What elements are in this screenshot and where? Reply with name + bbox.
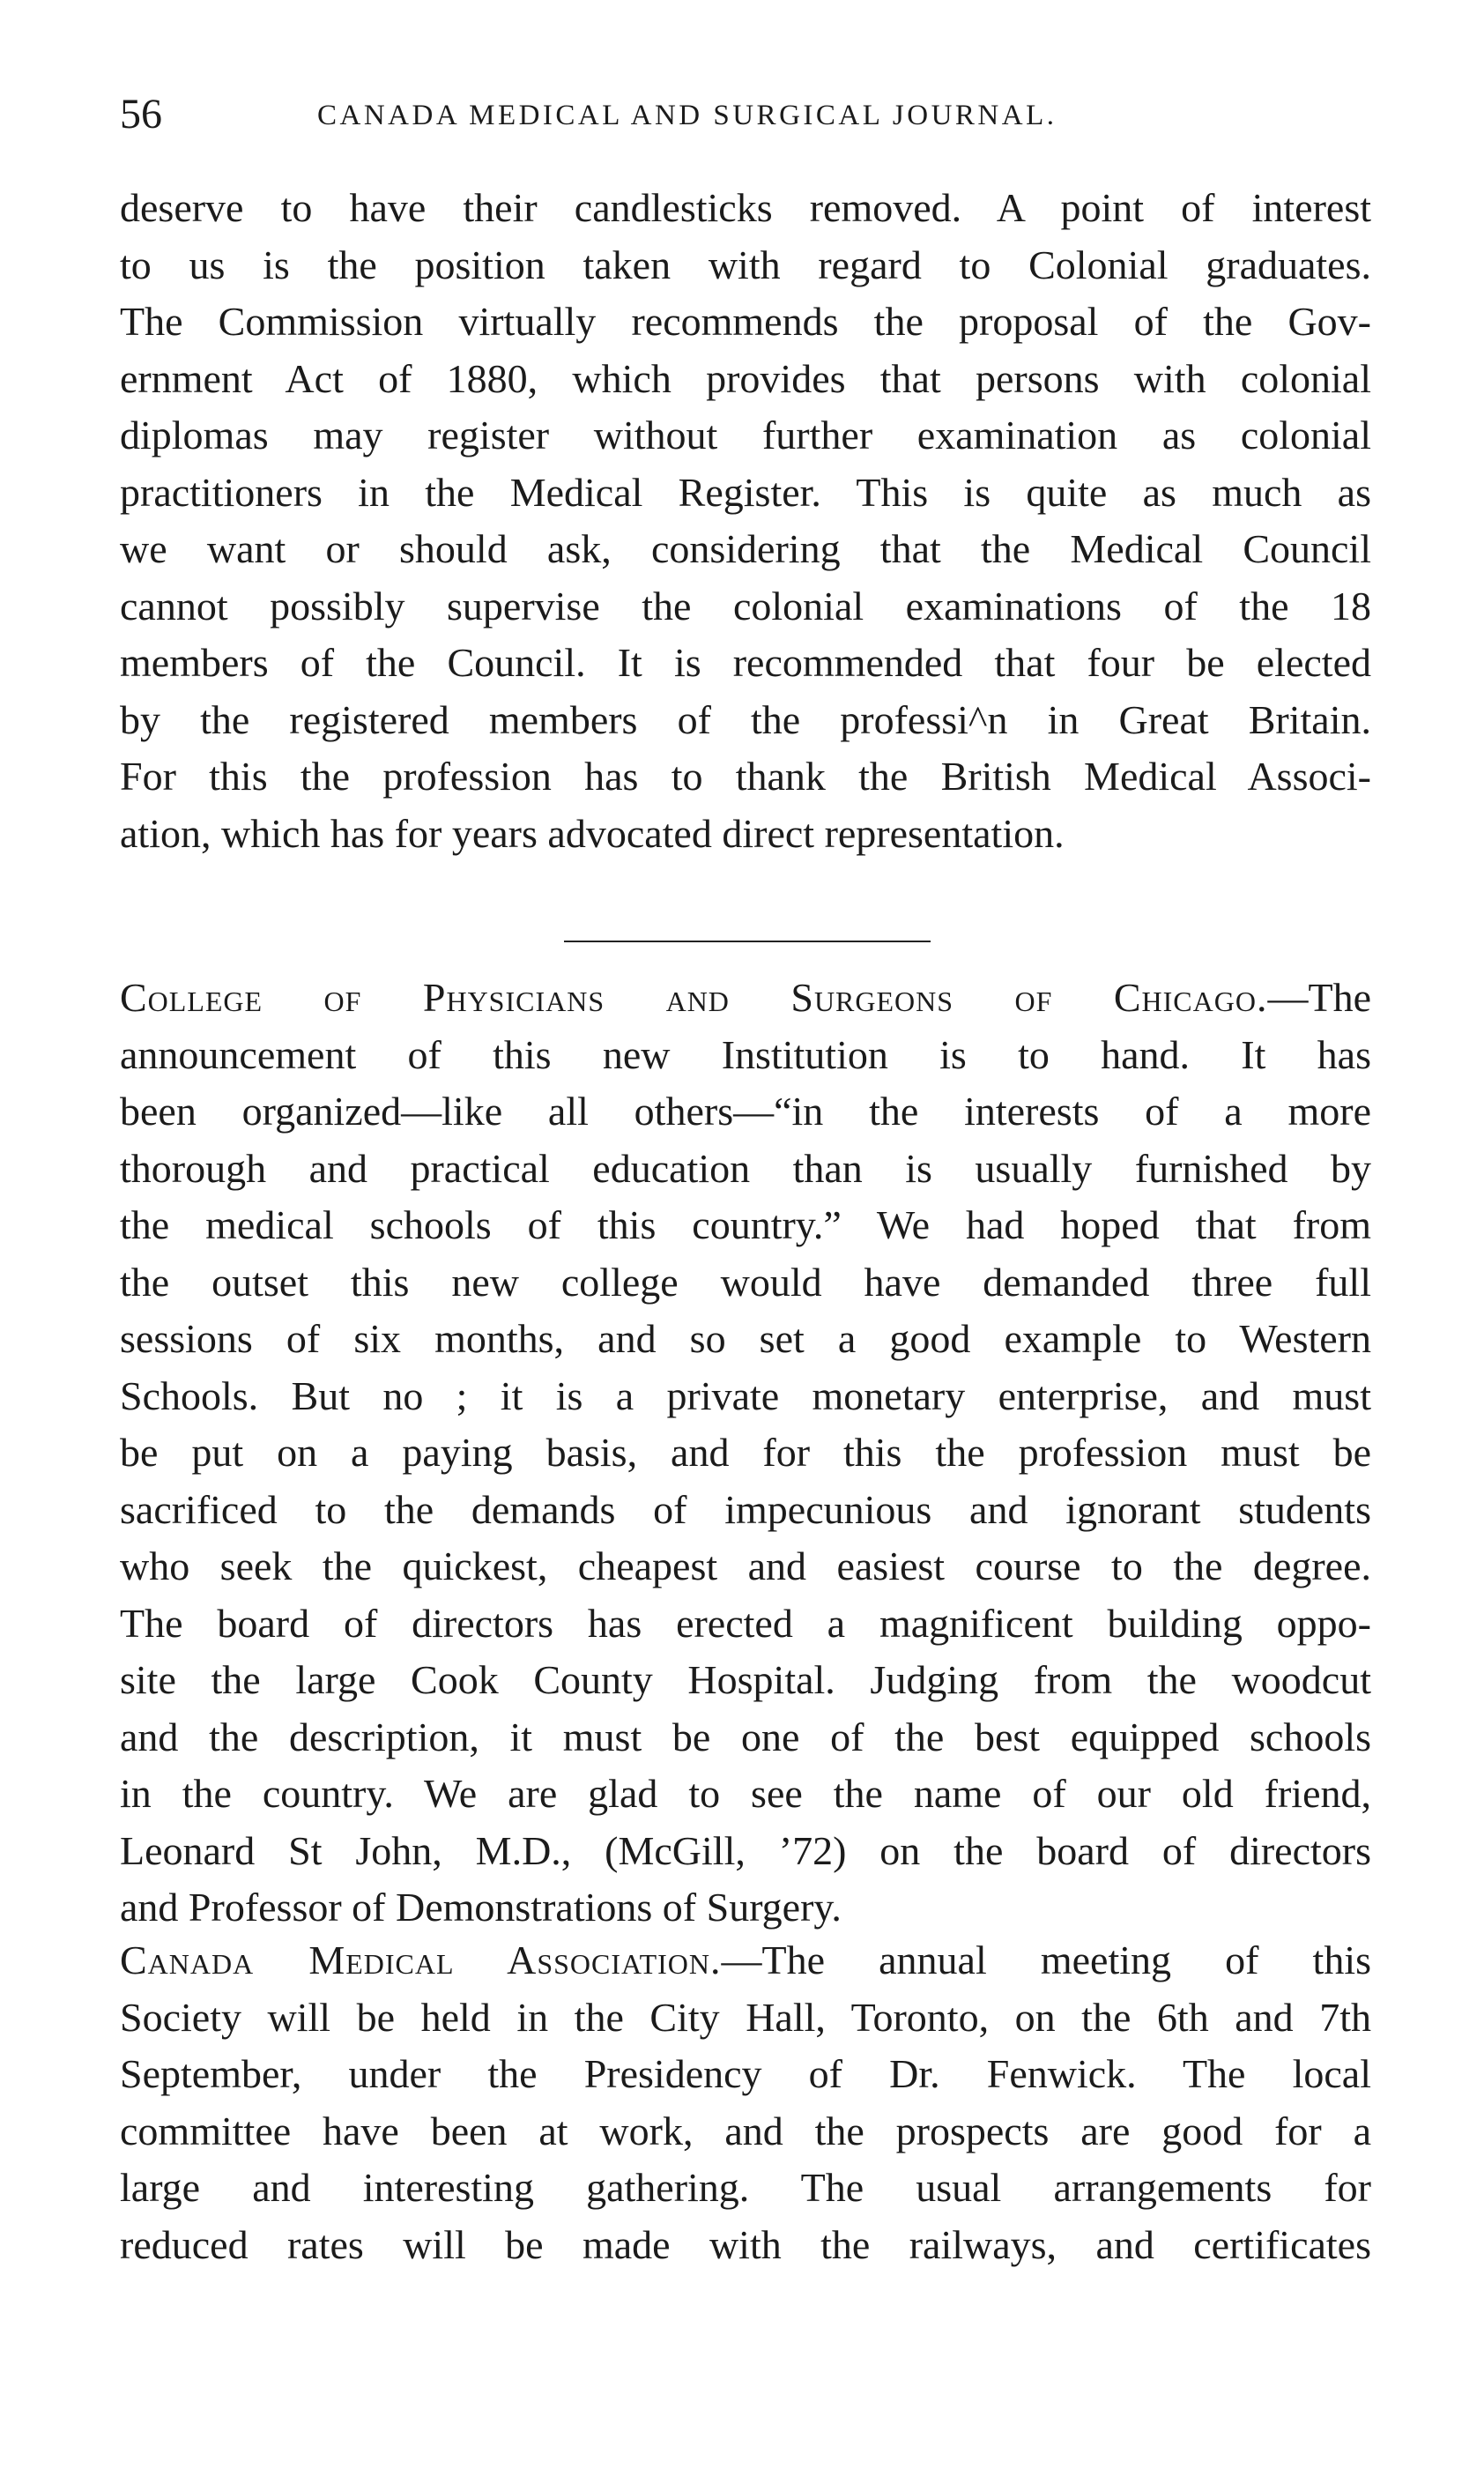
text-line: announcement of this new Institution is to hand. It has — [120, 1031, 1371, 1077]
text-line: the medical schools of this country.” We had hoped that from — [120, 1202, 1371, 1247]
text-line: to us is the position taken with regard to Colonial graduates. — [120, 242, 1371, 287]
text-line: reduced rates will be made with the railways, and certificates — [120, 2221, 1371, 2267]
text-line: the outset this new college would have demanded three full — [120, 1259, 1371, 1305]
text-line: ation, which has for years advocated direct representation. — [120, 810, 1065, 856]
text-run: —The annual meeting of this — [721, 1937, 1371, 1982]
text-line: ernment Act of 1880, which provides that persons with colonial — [120, 355, 1371, 401]
text-line: been organized—like all others—“in the interests of a more — [120, 1089, 1371, 1134]
text-line: in the country. We are glad to see the name of our old friend, — [120, 1771, 1371, 1816]
text-line: members of the Council. It is recommended that four be elected — [120, 640, 1371, 685]
paragraph-canada-medical-association — [120, 1932, 1371, 2273]
text-line: and the description, it must be one of the best equipped schools — [120, 1714, 1371, 1759]
page-number: 56 — [120, 91, 162, 138]
text-line: Society will be held in the City Hall, Toronto, on the 6th and 7th — [120, 1994, 1371, 2040]
text-line: site the large Cook County Hospital. Judging from the woodcut — [120, 1657, 1371, 1702]
text-line: sessions of six months, and so set a good example to Western — [120, 1316, 1371, 1361]
text-line: deserve to have their candlesticks removed. A point of interest — [120, 185, 1371, 230]
text-line — [120, 1932, 1371, 1989]
text-line: Schools. But no ; it is a private monetary enterprise, and must — [120, 1372, 1371, 1418]
section-divider — [564, 941, 931, 942]
text-line: September, under the Presidency of Dr. Fenwick. The local — [120, 2051, 1371, 2096]
text-line: The board of directors has erected a magnificent building oppo- — [120, 1600, 1371, 1646]
running-head — [120, 88, 1371, 150]
text-line: cannot possibly supervise the colonial examinations of the 18 — [120, 583, 1371, 628]
text-line: Leonard St John, M.D., (McGill, ’72) on the board of directors — [120, 1827, 1371, 1873]
text-line: diplomas may register without further examination as colonial — [120, 413, 1371, 457]
text-run: —The — [1267, 975, 1371, 1020]
text-line: The Commission virtually recommends the proposal of the Gov- — [120, 299, 1371, 344]
text-line: and Professor of Demonstrations of Surgery. — [120, 1885, 842, 1930]
text-line: by the registered members of the professi^n in Great Britain. — [120, 696, 1371, 742]
text-line: For this the profession has to thank the British Medical Associ- — [120, 754, 1371, 799]
section-heading: Canada Medical Association. — [120, 1937, 722, 1982]
text-line: large and interesting gathering. The usual arrangements for — [120, 2165, 1371, 2210]
text-line: practitioners in the Medical Register. This is quite as much as — [120, 469, 1371, 515]
paragraph-chicago-college — [120, 970, 1371, 1937]
text-line: we want or should ask, considering that the Medical Council — [120, 526, 1371, 571]
text-line: committee have been at work, and the prospects are good for a — [120, 2108, 1371, 2153]
text-line — [120, 970, 1371, 1027]
paragraph-colonial-graduates — [120, 180, 1371, 862]
text-line: thorough and practical education than is usually furnished by — [120, 1145, 1371, 1191]
journal-title: CANADA MEDICAL AND SURGICAL JOURNAL. — [317, 100, 1057, 131]
text-line: sacrificed to the demands of impecunious and ignorant students — [120, 1486, 1371, 1532]
section-heading: College of Physicians and Surgeons of Chicago. — [120, 975, 1268, 1020]
text-line: be put on a paying basis, and for this the profession must be — [120, 1430, 1371, 1475]
text-line: who seek the quickest, cheapest and easiest course to the degree. — [120, 1543, 1371, 1588]
